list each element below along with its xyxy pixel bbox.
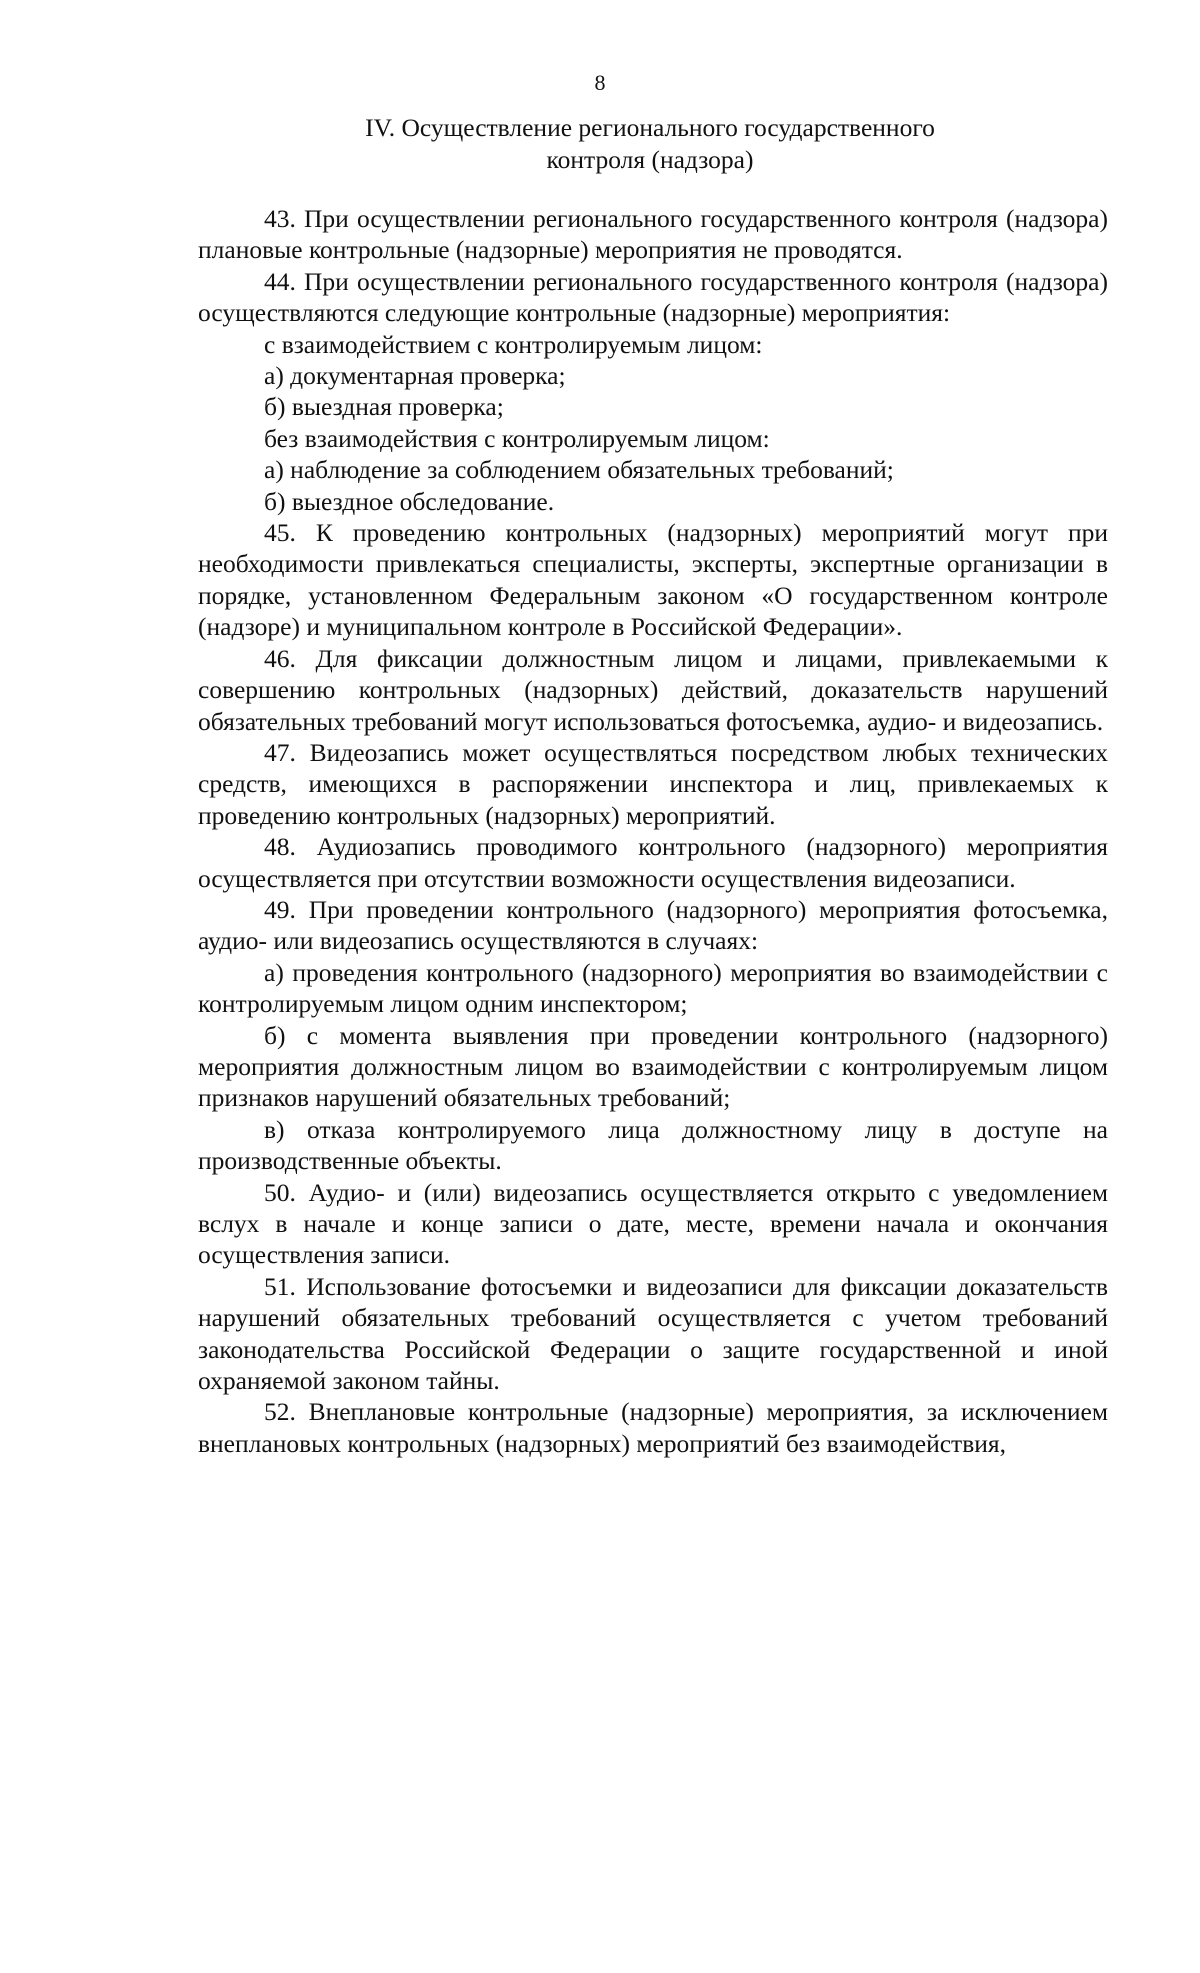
paragraph-44-item-a: а) документарная проверка; xyxy=(264,361,566,391)
section-heading-line-1: IV. Осуществление регионального государственного xyxy=(365,113,935,142)
paragraph-51: 51. Использование фотосъемки и видеозаписи для фиксации доказательств нарушений обязательных требований осуществляется с учетом требований законодательства Российской Федерации о защите государственной и иной охраняемой законом тайны. xyxy=(198,1271,1108,1396)
section-heading xyxy=(250,112,1050,176)
paragraph-49-item-c: в) отказа контролируемого лица должностному лицу в доступе на производственные объекты. xyxy=(198,1114,1108,1176)
page-number: 8 xyxy=(594,70,606,95)
paragraph-49: 49. При проведении контрольного (надзорного) мероприятия фотосъемка, аудио- или видеозапись осуществляются в случаях: xyxy=(198,894,1108,956)
paragraph-44: 44. При осуществлении регионального государственного контроля (надзора) осуществляются следующие контрольные (надзорные) мероприятия: xyxy=(198,266,1108,328)
document-body xyxy=(198,203,1108,1459)
paragraph-44-item-a-2: а) наблюдение за соблюдением обязательных требований; xyxy=(264,455,894,485)
section-heading-line-2: контроля (надзора) xyxy=(546,145,754,174)
paragraph-52: 52. Внеплановые контрольные (надзорные) мероприятия, за исключением внеплановых контрольных (надзорных) мероприятий без взаимодействия, xyxy=(198,1397,1108,1458)
paragraph-44-intro-without-interaction: без взаимодействия с контролируемым лицом: xyxy=(264,423,770,453)
paragraph-44-item-b-2: б) выездное обследование. xyxy=(264,486,555,516)
paragraph-43: 43. При осуществлении регионального государственного контроля (надзора) плановые контрольные (надзорные) мероприятия не проводятся. xyxy=(198,204,1108,265)
paragraph-46: 46. Для фиксации должностным лицом и лицами, привлекаемыми к совершению контрольных (надзорных) действий, доказательств нарушений обязательных требований могут использоваться фотосъемка, аудио- и видеозапись. xyxy=(198,643,1108,736)
paragraph-49-item-a: а) проведения контрольного (надзорного) мероприятия во взаимодействии с контролируемым лицом одним инспектором; xyxy=(198,957,1108,1019)
paragraph-44-intro-with-interaction: с взаимодействием с контролируемым лицом: xyxy=(264,329,763,359)
paragraph-49-item-b: б) с момента выявления при проведении контрольного (надзорного) мероприятия должностным лицом во взаимодействии с контролируемым лицом признаков нарушений обязательных требований; xyxy=(198,1020,1108,1113)
paragraph-47: 47. Видеозапись может осуществляться посредством любых технических средств, имеющихся в распоряжении инспектора и лиц, привлекаемых к проведению контрольных (надзорных) мероприятий. xyxy=(198,737,1108,830)
paragraph-48: 48. Аудиозапись проводимого контрольного (надзорного) мероприятия осуществляется при отсутствии возможности осуществления видеозаписи. xyxy=(198,832,1108,893)
paragraph-45: 45. К проведению контрольных (надзорных) мероприятий могут при необходимости привлекаться специалисты, эксперты, экспертные организации в порядке, установленном Федеральным законом «О государственном контроле (надзоре) и муниципальном контроле в Российской Федерации». xyxy=(198,518,1108,642)
paragraph-50: 50. Аудио- и (или) видеозапись осуществляется открыто с уведомлением вслух в начале и конце записи о дате, месте, времени начала и окончания осуществления записи. xyxy=(198,1177,1108,1270)
paragraph-44-item-b: б) выездная проверка; xyxy=(264,392,504,422)
